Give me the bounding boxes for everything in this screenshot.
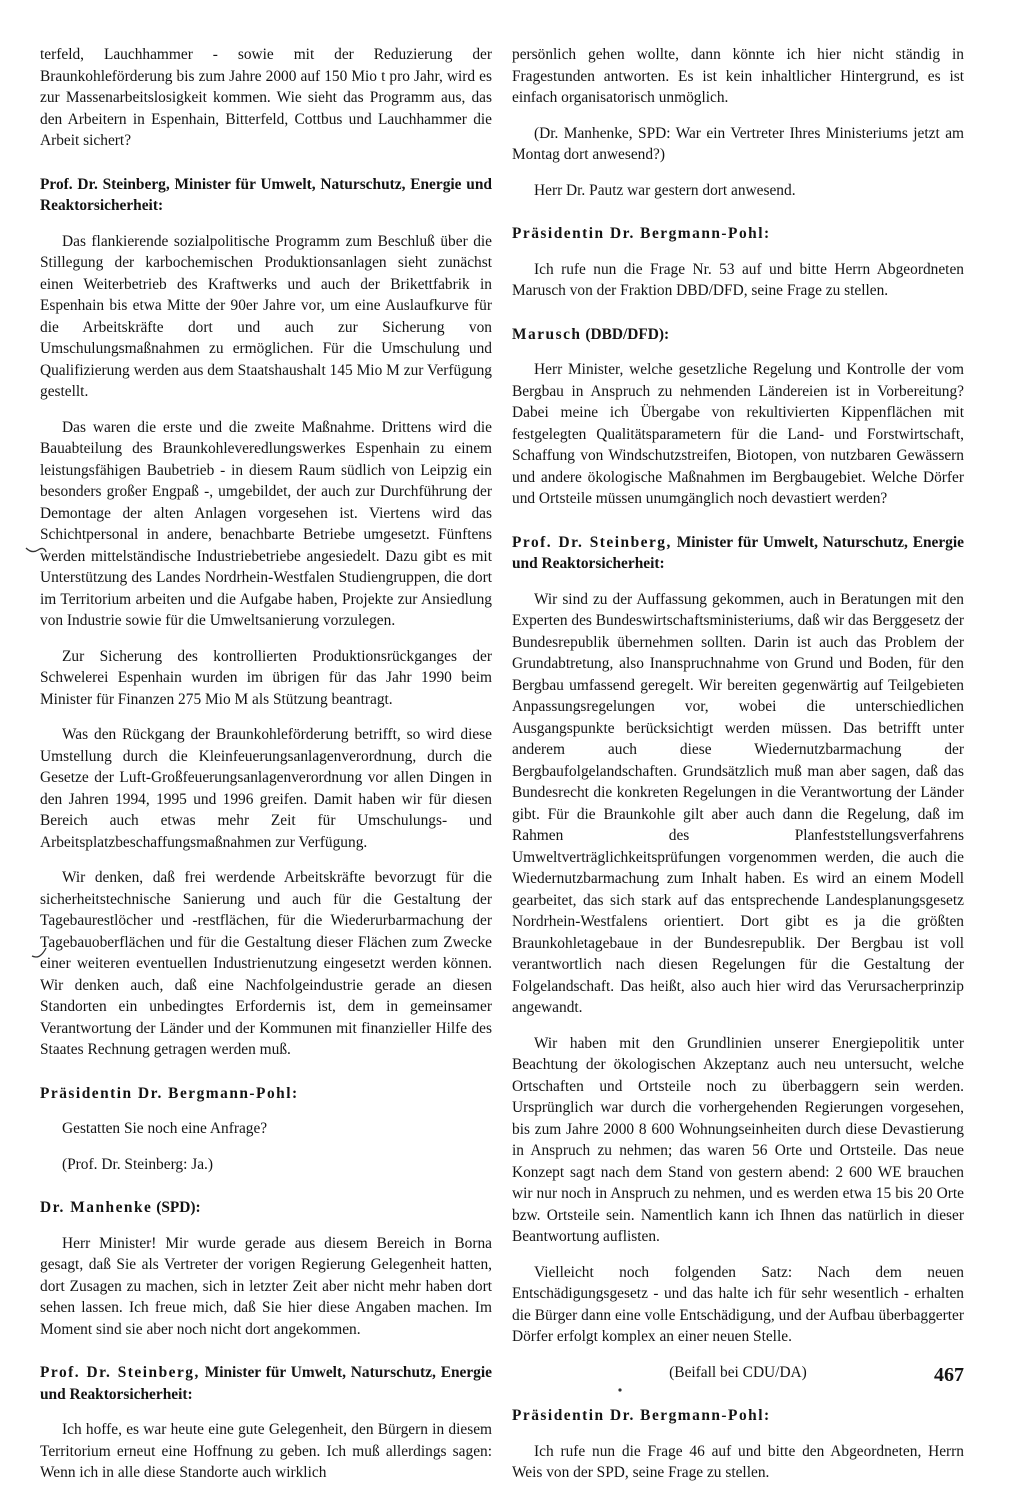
ink-dot-mark [616,1386,624,1394]
paragraph: Herr Minister, welche gesetzliche Regelung und Kontrolle der vom Bergbau in Anspruch zu nehmenden Ländereien ist in Vorbereitung? Dabei meine ich Übergabe von rekultivierten Kippenflächen mit festgelegten Qualitätsparametern für die Land- und Forstwirtschaft, Schaffung von Windschutzstreifen, Biotopen, von nutzbaren Gewässern und andere ökologische Maßnahmen im Bergbaugebiet. Welche Dörfer und Ortsteile müssen unumgänglich noch devastiert werden? [512,361,964,507]
paragraph: Was den Rückgang der Braunkohleförderung betrifft, so wird diese Umstellung durch die Kleinfeuerungsanlagenverordnung, durch die Gesetze der Luft-Großfeuerungsanlagenverordnung vor allen Dingen in den Jahren 1994, 1995 und 1996 greifen. Damit haben wir für diesen Bereich auch etwas mehr Zeit für Umschulungs- und Arbeitsplatzbeschaffungsmaßnahmen zur Verfügung. [40,726,492,851]
margin-scribble-mark [30,938,52,962]
applause-note: (Beifall bei CDU/DA) [669,1363,807,1381]
speaker-heading: Marusch (DBD/DFD): [512,325,670,343]
paragraph: Herr Dr. Pautz war gestern dort anwesend. [534,181,796,199]
speaker-heading: Prof. Dr. Steinberg, Minister für Umwelt, Naturschutz, Energie und Reaktorsicherheit: [40,175,492,214]
interjection: (Dr. Manhenke, SPD: War ein Vertreter Ihres Ministeriums jetzt am Montag dort anwesend?) [512,124,964,163]
paragraph: Das waren die erste und die zweite Maßnahme. Drittens wird die Bauabteilung des Braunkohleveredlungswerkes Espenhain zu einem leistungsfähigen Baubetrieb - in diesem Raum südlich von Leipzig ein besonders großer Engpaß -, umgebildet, der auch zur Durchführung der Demontage der alten Anlagen vorgesehen ist. Viertens wird das Schichtpersonal in andere, benachbarte Betriebe umgesetzt. Fünftens werden mittelständische Industriebetriebe angesiedelt. Dazu gibt es mit Unterstützung des Landes Nordrhein-Westfalen Studiengruppen, die dort im Territorium arbeiten und die Aufgabe haben, Projekte zur Ansiedlung von Industrie sowie für die Umweltsanierung vorzulegen. [40,418,492,629]
speaker-heading: Prof. Dr. Steinberg, Minister für Umwelt, Naturschutz, Energie und Reaktorsicherheit: [512,533,964,572]
speaker-heading: Präsidentin Dr. Bergmann-Pohl: [512,225,771,242]
paragraph: Herr Minister! Mir wurde gerade aus diesem Bereich in Borna gesagt, daß Sie als Vertreter der vorigen Regierung Gelegenheit hatten, dort Zusagen zu machen, sich in letzter Zeit aber nicht mehr haben dort sehen lassen. Ich freue mich, daß Sie hier diese Angaben machen. Im Moment sind sie aber noch nicht dort angekommen. [40,1234,492,1338]
paragraph: terfeld, Lauchhammer - sowie mit der Reduzierung der Braunkohleförderung bis zum Jahre 2000 auf 150 Mio t pro Jahr, wird es zur Massenarbeitslosigkeit kommen. Wie sieht das Programm aus, das den Arbeitern in Espenhain, Bitterfeld, Cottbus und Lauchhammer die Arbeit sichert? [40,46,492,149]
speaker-heading: Prof. Dr. Steinberg, Minister für Umwelt, Naturschutz, Energie und Reaktorsicherheit: [40,1364,492,1403]
paragraph: Vielleicht noch folgenden Satz: Nach dem neuen Entschädigungsgesetz - und das halte ich für sehr wesentlich - erhalten die Bürger dann eine volle Entschädigung, und der Aufbau überbaggerter Dörfer erfolgt komplex an einer neuen Stelle. [512,1263,964,1345]
paragraph: Wir haben mit den Grundlinien unserer Energiepolitik unter Beachtung der ökologischen Akzeptanz auch neu untersucht, welche Ortschaften und Ortsteile noch zu überbaggern sein werden. Ursprünglich war durch die vorhergehenden Regierungen vorgesehen, bis zum Jahre 2000 8 600 Wohnungseinheiten durch diese Devastierung in Anspruch zu nehmen; das waren 56 Orte und Ortsteile. Das neue Konzept sagt nach dem Stand von gestern abend: 2 600 WE brauchen wir nur noch in Anspruch zu nehmen, und es werden etwa 15 bis 20 Orte bzw. Ortsteile sein. Namentlich kann ich Ihnen das natürlich in dieser Beantwortung auflisten. [512,1034,964,1245]
paragraph: Wir sind zu der Auffassung gekommen, auch in Beratungen mit den Experten des Bundeswirtschaftsministeriums, daß wir das Berggesetz der Bundesrepublik übernehmen sollten. Darin ist auch das Problem der Grundabtretung, also Inanspruchnahme von Grund und Boden, für den Bergbau umfassend geregelt. Wir bereiten gegenwärtig auf Teilgebieten Anpassungsregelungen vor, wobei die unterschiedlichen Ausgangspunkte berücksichtigt werden müssen. Das betrifft unter anderem auch diese Wiedernutzbarmachung der Bergbaufolgelandschaften. Grundsätzlich muß man aber sagen, daß das Bundesrecht die konkreten Regelungen in die Verantwortung der Länder gibt. Für die Braunkohle gilt aber auch dann die Regelung, daß im Rahmen des Planfeststellungsverfahrens Umweltverträglichkeitsprüfungen vorgenommen werden, die auch die Wiedernutzbarmachung zum Inhalt haben. Es wird an einem Modell gearbeitet, das sich stark auf das entsprechende Landesplanungsgesetz Nordrhein-Westfalens orientiert. Dort gibt es ja die größten Braunkohletagebaue in der Bundesrepublik. Der Bergbau ist voll verantwortlich nach diesen Regelungen für die Gestaltung der Folgelandschaft. Das heißt, also auch hier wird das Verursacherprinzip angewandt. [512,590,964,1016]
paragraph: Gestatten Sie noch eine Anfrage? [62,1120,268,1137]
paragraph: Ich hoffe, es war heute eine gute Gelegenheit, den Bürgern in diesem Territorium erneut eine Hoffnung zu geben. Ich muß allerdings sagen: Wenn ich in alle diese Standorte auch wirklich [40,1421,492,1481]
speaker-heading: Präsidentin Dr. Bergmann-Pohl: [40,1084,299,1102]
paragraph: Ich rufe nun die Frage Nr. 53 auf und bitte Herrn Abgeordneten Marusch von der Fraktion DBD/DFD, seine Frage zu stellen. [512,260,964,299]
margin-scribble-mark [24,536,48,558]
speaker-heading: Dr. Manhenke (SPD): [40,1199,201,1216]
paragraph: Ich rufe nun die Frage 46 auf und bitte den Abgeordneten, Herrn Weis von der SPD, seine Frage zu stellen. [512,1442,964,1481]
paragraph: Zur Sicherung des kontrollierten Produktionsrückganges der Schwelerei Espenhain wurden im übrigen für das Jahr 1990 beim Minister für Finanzen 275 Mio M als Stützung beantragt. [40,647,492,708]
page-number: 467 [934,1364,964,1386]
speaker-heading: Präsidentin Dr. Bergmann-Pohl: [512,1407,771,1424]
paragraph: persönlich gehen wollte, dann könnte ich hier nicht ständig in Fragestunden antworten. Es ist kein inhaltlicher Hintergrund, es ist einfach organisatorisch unmöglich. [512,46,964,106]
paragraph: Wir denken, daß frei werdende Arbeitskräfte bevorzugt für die sicherheitstechnische Sanierung und auch für die Gestaltung der Tagebaurestlöcher und -restflächen, für die Wiederurbarmachung der Tagebauoberflächen und für die Gestaltung dieser Flächen zum Zwecke einer weiteren eventuellen Industrienutzung eingesetzt werden können. Wir denken auch, daß eine Nachfolgeindustrie gerade an diesen Standorten ein unbedingtes Erfordernis ist, dem in gemeinsamer Verantwortung der Länder und der Kommunen mit finanzieller Hilfe des Staates Rechnung getragen werden muß. [40,869,492,1058]
paragraph: Das flankierende sozialpolitische Programm zum Beschluß über die Stillegung der karbochemischen Produktionsanlagen sieht zunächst einen Weiterbetrieb des Kraftwerks und auch der Brikettfabrik in Espenhain bis etwa Mitte der 90er Jahre vor, um eine Auslaufkurve für die Arbeitskräfte dort und auch zur Sicherung von Umschulungsmaßnahmen zu ermöglichen. Für die Umschulung und Qualifizierung werden aus dem Staatshaushalt 145 Mio M zur Verfügung gestellt. [40,232,492,400]
left-column [40,44,492,1498]
right-column [512,44,964,1498]
interjection: (Prof. Dr. Steinberg: Ja.) [62,1155,214,1173]
